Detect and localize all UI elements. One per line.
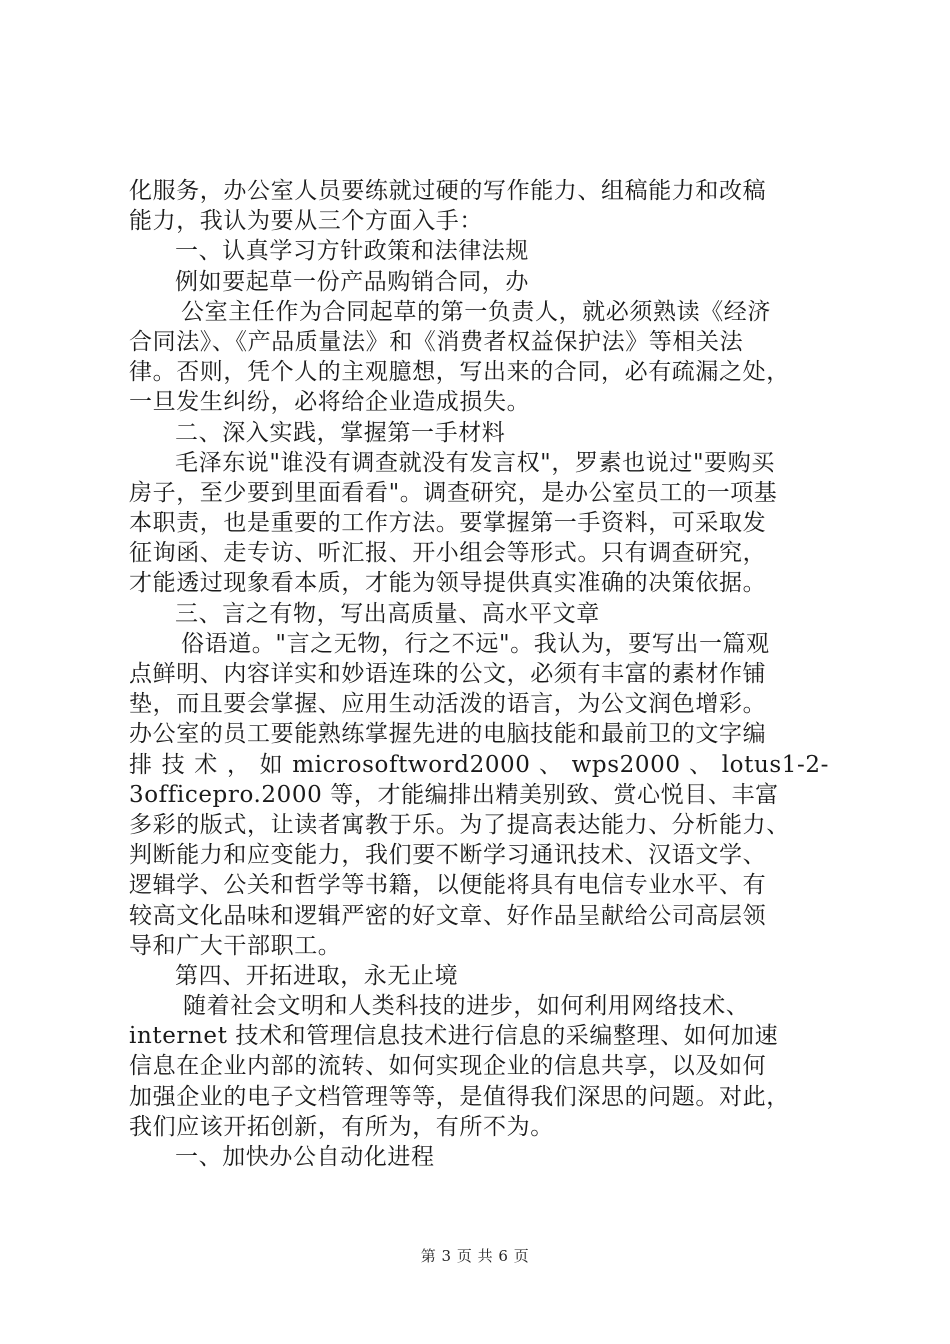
document-body xyxy=(129,176,829,1172)
paragraph-line: 能力，我认为要从三个方面入手： xyxy=(129,208,483,235)
paragraph-line: 随着社会文明和人类科技的进步，如何利用网络技术、 xyxy=(183,993,750,1020)
paragraph-line: 合同法》、《产品质量法》和《消费者权益保护法》等相关法 xyxy=(129,328,744,355)
paragraph-line: 例如要起草一份产品购销合同，办 xyxy=(175,268,529,295)
paragraph-line: 导和广大干部职工。 xyxy=(129,932,342,959)
section-heading: 二、深入实践，掌握第一手材料 xyxy=(175,419,506,446)
paragraph-line: internet 技术和管理信息技术进行信息的采编整理、如何加速 xyxy=(129,1023,779,1050)
paragraph-line: 征询函、走专访、听汇报、开小组会等形式。只有调查研究， xyxy=(129,540,767,567)
paragraph-line: 排 技 术 ， 如 microsoftword2000 、 wps2000 、 lotus1-2- xyxy=(129,751,829,778)
paragraph-line: 信息在企业内部的流转、如何实现企业的信息共享，以及如何 xyxy=(129,1053,767,1080)
paragraph-line: 多彩的版式，让读者寓教于乐。为了提高表达能力、分析能力、 xyxy=(129,811,790,838)
section-heading: 三、言之有物，写出高质量、高水平文章 xyxy=(175,600,600,627)
paragraph-line: 公室主任作为合同起草的第一负责人，就必须熟读《经济 xyxy=(181,298,771,325)
paragraph-line: 才能透过现象看本质，才能为领导提供真实准确的决策依据。 xyxy=(129,570,767,597)
paragraph-line: 3officepro.2000 等，才能编排出精美别致、赏心悦目、丰富 xyxy=(129,781,779,808)
paragraph-line: 我们应该开拓创新，有所为，有所不为。 xyxy=(129,1113,554,1140)
section-heading: 一、认真学习方针政策和法律法规 xyxy=(175,238,529,265)
paragraph-line: 垫，而且要会掌握、应用生动活泼的语言，为公文润色增彩。 xyxy=(129,691,767,718)
paragraph-line: 律。否则，凭个人的主观臆想，写出来的合同，必有疏漏之处， xyxy=(129,359,790,386)
paragraph-line: 加强企业的电子文档管理等等，是值得我们深思的问题。对此， xyxy=(129,1083,790,1110)
paragraph-line: 毛泽东说"谁没有调查就没有发言权"，罗素也说过"要购买 xyxy=(175,449,775,476)
paragraph-line: 房子，至少要到里面看看"。调查研究，是办公室员工的一项基 xyxy=(129,479,778,506)
paragraph-line: 一旦发生纠纷，必将给企业造成损失。 xyxy=(129,389,531,416)
paragraph-line: 判断能力和应变能力，我们要不断学习通讯技术、汉语文学、 xyxy=(129,842,767,869)
page-footer xyxy=(0,1245,950,1266)
paragraph-line: 办公室的员工要能熟练掌握先进的电脑技能和最前卫的文字编 xyxy=(129,721,767,748)
paragraph-line: 点鲜明、内容详实和妙语连珠的公文，必须有丰富的素材作铺 xyxy=(129,661,767,687)
section-heading: 第四、开拓进取，永无止境 xyxy=(175,962,459,989)
paragraph-line: 较高文化品味和逻辑严密的好文章、好作品呈献给公司高层领 xyxy=(129,902,767,929)
paragraph-line: 俗语道。"言之无物，行之不远"。我认为，要写出一篇观 xyxy=(181,630,770,657)
page-number-label: 第 3 页 共 6 页 xyxy=(420,1247,530,1265)
paragraph-line: 化服务，办公室人员要练就过硬的写作能力、组稿能力和改稿 xyxy=(129,178,767,204)
section-heading: 一、加快办公自动化进程 xyxy=(175,1144,435,1170)
paragraph-line: 本职责，也是重要的工作方法。要掌握第一手资料，可采取发 xyxy=(129,510,767,537)
paragraph-line: 逻辑学、公关和哲学等书籍，以便能将具有电信专业水平、有 xyxy=(129,872,767,899)
